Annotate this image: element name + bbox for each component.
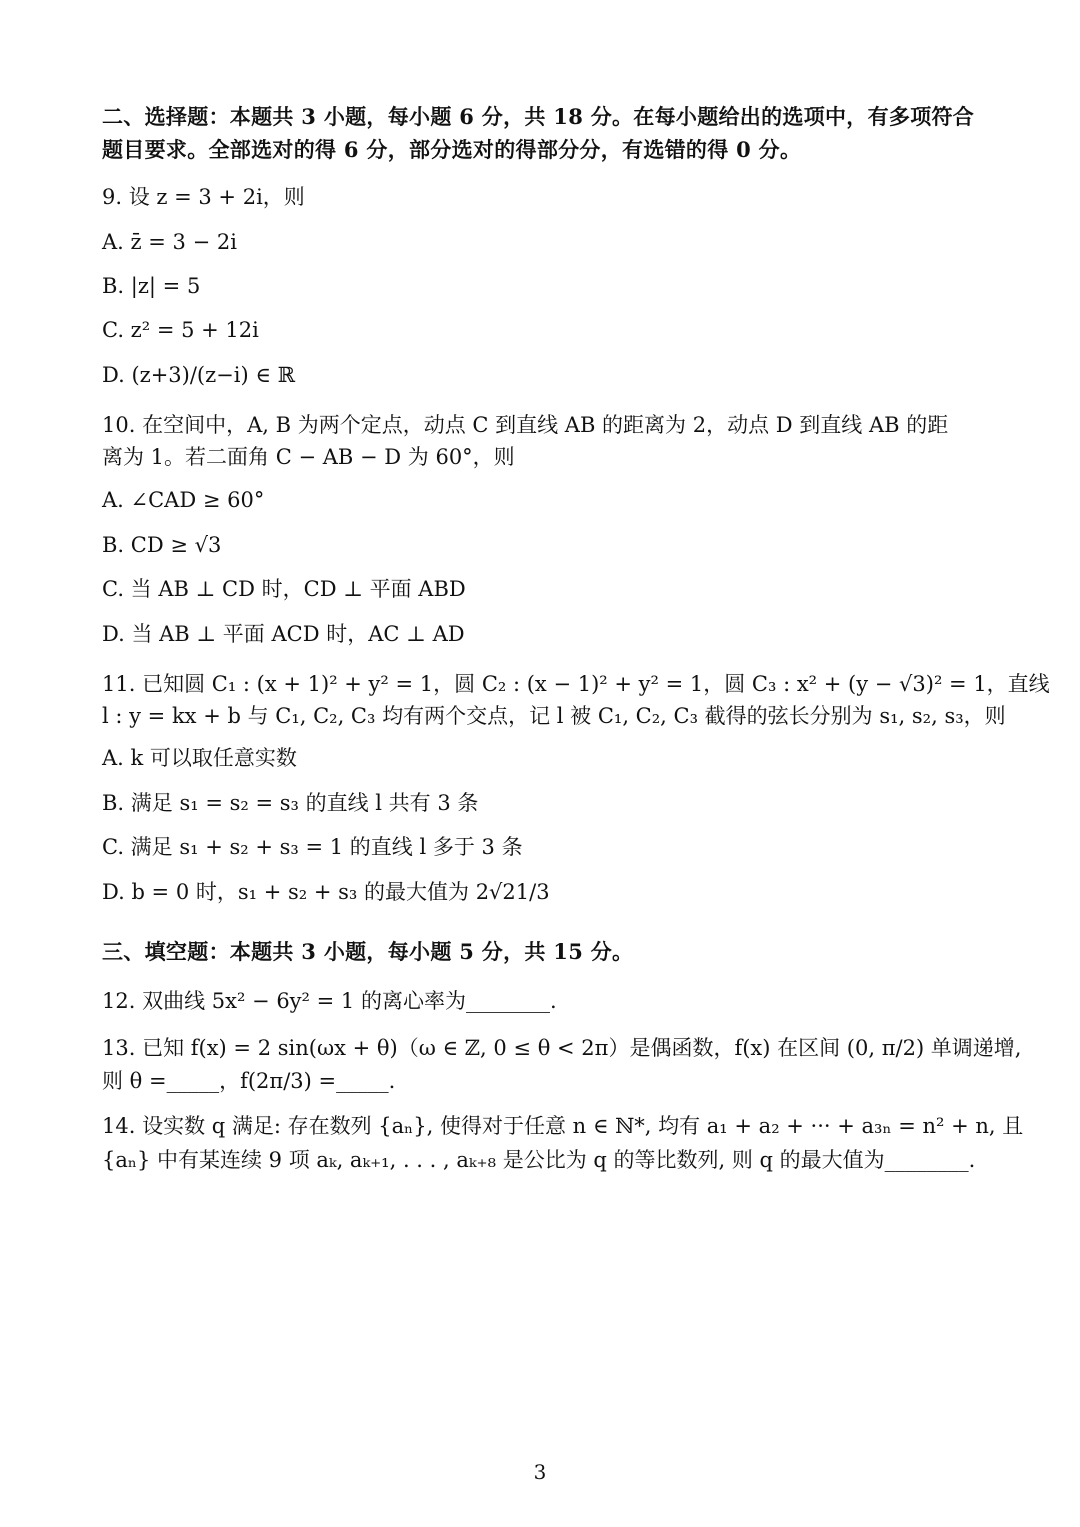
question-9-option-d: D. (z+3)/(z−i) ∈ ℝ (102, 363, 296, 387)
question-13-stem-line-1: 13. 已知 f(x) = 2 sin(ωx + θ)（ω ∈ ℤ, 0 ≤ θ < 2π）是偶函数，f(x) 在区间 (0, π/2) 单调递增, (102, 1036, 1022, 1060)
question-10-stem-line-1: 10. 在空间中，A, B 为两个定点，动点 C 到直线 AB 的距离为 2，动点 D 到直线 AB 的距 (102, 413, 949, 437)
section-heading-multiple-choice-line-2: 题目要求。全部选对的得 6 分，部分选对的得部分分，有选错的得 0 分。 (102, 137, 802, 162)
question-10-option-c: C. 当 AB ⊥ CD 时，CD ⊥ 平面 ABD (102, 577, 466, 601)
question-9-option-c: C. z² = 5 + 12i (102, 318, 259, 342)
section-heading-fill-in: 三、填空题：本题共 3 小题，每小题 5 分，共 15 分。 (102, 939, 634, 964)
question-10-option-b: B. CD ≥ √3 (102, 533, 222, 557)
question-11-option-a: A. k 可以取任意实数 (102, 746, 297, 770)
question-10-stem-line-2: 离为 1。若二面角 C − AB − D 为 60°，则 (102, 445, 515, 469)
question-9-option-b: B. |z| = 5 (102, 274, 201, 298)
question-14-stem-line-1: 14. 设实数 q 满足: 存在数列 {aₙ}, 使得对于任意 n ∈ ℕ*, 均有 a₁ + a₂ + ··· + a₃ₙ = n² + n, 且 (102, 1114, 1024, 1138)
question-10-option-a: A. ∠CAD ≥ 60° (102, 488, 265, 512)
question-11-stem-line-2: l : y = kx + b 与 C₁, C₂, C₃ 均有两个交点，记 l 被 C₁, C₂, C₃ 截得的弦长分别为 s₁, s₂, s₃，则 (102, 704, 1006, 728)
question-13-stem-line-2: 则 θ =_____，f(2π/3) =_____. (102, 1069, 396, 1093)
section-heading-multiple-choice-line-1: 二、选择题：本题共 3 小题，每小题 6 分，共 18 分。在每小题给出的选项中，有多项符合 (102, 104, 975, 129)
question-14-stem-line-2: {aₙ} 中有某连续 9 项 aₖ, aₖ₊₁, . . . , aₖ₊₈ 是公比为 q 的等比数列, 则 q 的最大值为________. (102, 1148, 976, 1172)
question-9-stem: 9. 设 z = 3 + 2i，则 (102, 185, 305, 209)
question-10-option-d: D. 当 AB ⊥ 平面 ACD 时，AC ⊥ AD (102, 622, 465, 646)
question-12-stem: 12. 双曲线 5x² − 6y² = 1 的离心率为________. (102, 989, 557, 1013)
question-11-option-b: B. 满足 s₁ = s₂ = s₃ 的直线 l 共有 3 条 (102, 791, 479, 815)
question-11-option-d: D. b = 0 时，s₁ + s₂ + s₃ 的最大值为 2√21/3 (102, 880, 550, 904)
question-9-option-a: A. z̄ = 3 − 2i (102, 230, 237, 254)
question-11-option-c: C. 满足 s₁ + s₂ + s₃ = 1 的直线 l 多于 3 条 (102, 835, 523, 859)
page-number: 3 (533, 1460, 547, 1484)
question-11-stem-line-1: 11. 已知圆 C₁ : (x + 1)² + y² = 1，圆 C₂ : (x − 1)² + y² = 1，圆 C₃ : x² + (y − √3)² = 1，直线 (102, 672, 1050, 696)
